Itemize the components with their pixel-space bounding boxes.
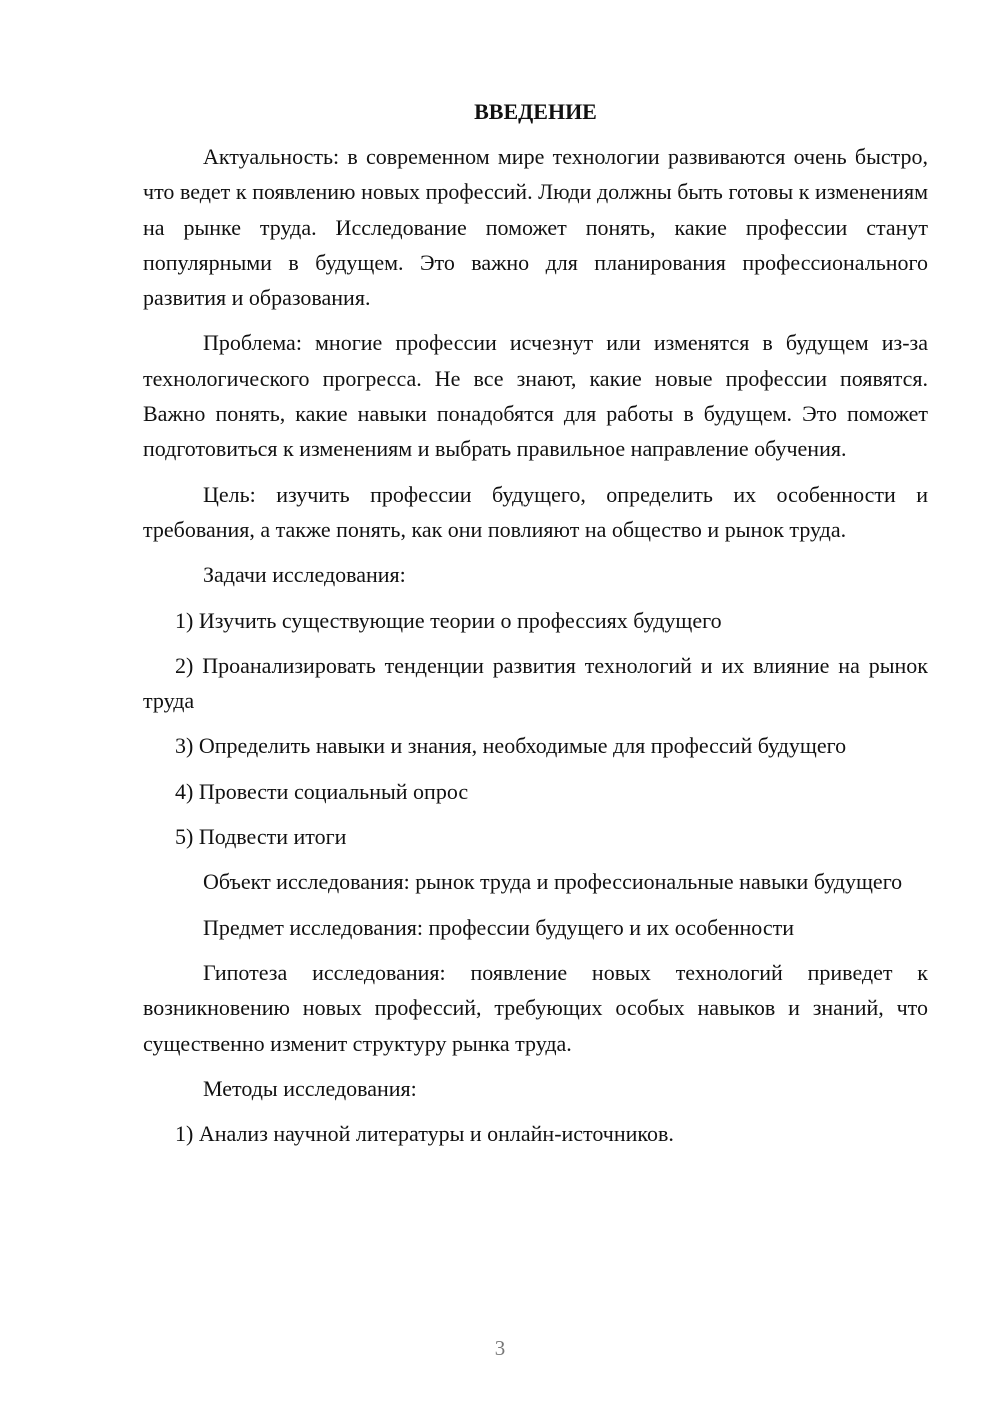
hypothesis-paragraph: Гипотеза исследования: появление новых технологий приведет к возникновению новых профессий, требующих особых навыков и знаний, что существенно изменит структуру рынка труда. — [143, 959, 928, 1056]
methods-heading: Методы исследования: — [203, 1075, 417, 1101]
task-item-3: 3) Определить навыки и знания, необходимые для профессий будущего — [175, 733, 847, 759]
goal-paragraph: Цель: изучить профессии будущего, определить их особенности и требования, а также понять, как они повлияют на общество и рынок труда. — [143, 481, 928, 542]
section-title: ВВЕДЕНИЕ — [474, 99, 597, 124]
problem-paragraph: Проблема: многие профессии исчезнут или изменятся в будущем из-за технологического прогресса. Не все знают, какие новые профессии появятся. Важно понять, какие навыки понадобятся для работы в будущем. Это поможет подготовиться к изменениям и выбрать правильное направление обучения. — [143, 330, 928, 462]
object-paragraph: Объект исследования: рынок труда и профессиональные навыки будущего — [203, 869, 903, 895]
page-content — [143, 94, 928, 1161]
tasks-heading: Задачи исследования: — [203, 562, 406, 588]
method-item-1: 1) Анализ научной литературы и онлайн-источников. — [175, 1121, 674, 1147]
task-item-2: 2) Проанализировать тенденции развития технологий и их влияние на рынок труда — [143, 652, 928, 714]
task-item-4: 4) Провести социальный опрос — [175, 778, 469, 804]
relevance-paragraph: Актуальность: в современном мире технологии развиваются очень быстро, что ведет к появлению новых профессий. Люди должны быть готовы к изменениям на рынке труда. Исследование поможет понять, какие профессии станут популярными в будущем. Это важно для планирования профессионального развития и образования. — [143, 144, 928, 311]
task-item-1: 1) Изучить существующие теории о профессиях будущего — [175, 607, 722, 633]
task-item-5: 5) Подвести итоги — [175, 824, 347, 850]
page-number: 3 — [494, 1336, 506, 1360]
subject-paragraph: Предмет исследования: профессии будущего и их особенности — [203, 914, 794, 940]
